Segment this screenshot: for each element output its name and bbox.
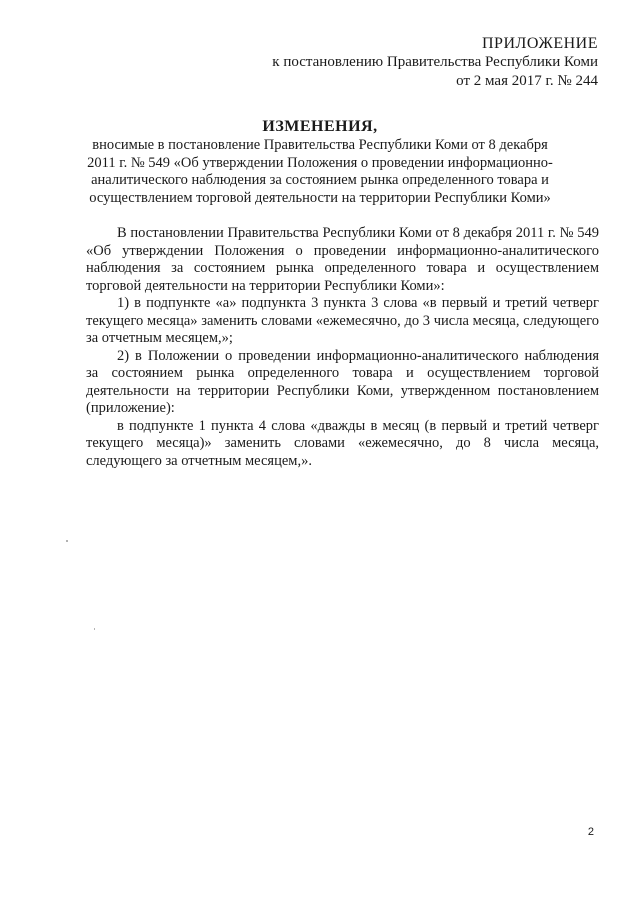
body-paragraph-intro: В постановлении Правительства Республики Коми от 8 декабря 2011 г. № 549 «Об утверждении Положения о проведении информационно-аналитического наблюдения за состоянием рынка определенного товара и осуществлением торговой деятельности на территории Республики Коми»: bbox=[86, 225, 599, 294]
annex-block bbox=[272, 34, 598, 91]
document-body bbox=[86, 225, 599, 470]
page-number: 2 bbox=[587, 826, 594, 838]
document-heading bbox=[60, 117, 580, 207]
heading-title: ИЗМЕНЕНИЯ, bbox=[262, 118, 378, 135]
annex-date: от 2 мая 2017 г. № 244 bbox=[456, 73, 598, 89]
heading-subtitle: вносимые в постановление Правительства Республики Коми от 8 декабря 2011 г. № 549 «Об утверждении Положения о проведении информационно- аналитического наблюдения за состоянием рынка определенного товара и осуществлением торговой деятельности на территории Республики Коми» bbox=[87, 137, 553, 206]
body-paragraph-item-1: 1) в подпункте «а» подпункта 3 пункта 3 слова «в первый и третий четверг текущего месяца» заменить словами «ежемесячно, до 3 числа месяца, следующего за отчетным месяцем,»; bbox=[86, 295, 599, 346]
scan-speck bbox=[66, 540, 68, 542]
body-paragraph-item-2: 2) в Положении о проведении информационно-аналитического наблюдения за состоянием рынка определенного товара и осуществлением торговой деятельности на территории Республики Коми, утвержденном постановлением (приложение): bbox=[86, 347, 599, 416]
body-paragraph-item-2-detail: в подпункте 1 пункта 4 слова «дважды в месяц (в первый и третий четверг текущего месяца)» заменить словами «ежемесячно, до 8 числа месяца, следующего за отчетным месяцем,». bbox=[86, 417, 599, 469]
annex-title: ПРИЛОЖЕНИЕ bbox=[481, 35, 598, 52]
scan-speck bbox=[94, 628, 95, 630]
annex-reference: к постановлению Правительства Республики Коми bbox=[272, 54, 598, 70]
